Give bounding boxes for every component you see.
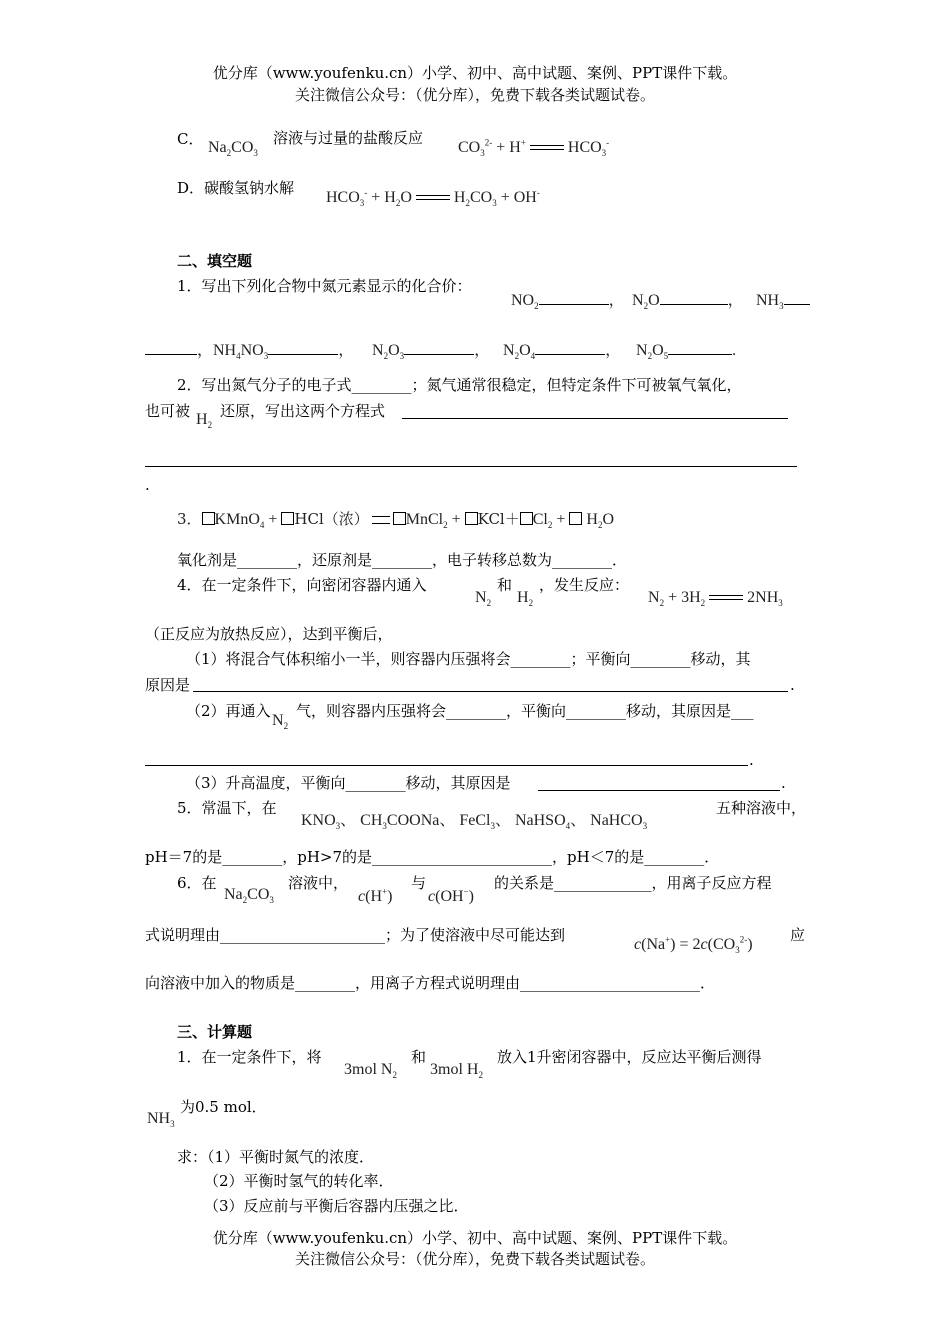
q1-n2o5: $N_2O_5$ . <box>636 342 737 362</box>
q1-nh4no3: ，$NH_4NO_3$ ， <box>145 340 354 359</box>
option-c-formula: $Na_2CO_3$ <box>208 139 258 159</box>
q4-line2: （正反应为放热反应），达到平衡后， <box>145 625 393 643</box>
section-3-title: 三、计算题 <box>177 1023 253 1041</box>
q4-s3-blank[interactable] <box>538 790 780 791</box>
q4-n2: $N_2$ <box>475 589 492 609</box>
q5-solutions: $KNO_3$、 $CH_3COONa$、 FeCl$_3$、 NaHSO$_4$、 NaHCO$_3$ <box>301 812 648 832</box>
q4-s2b: 气，则容器内压强将会________，平衡向________移动，其原因是___ <box>296 702 754 720</box>
q6-mid: 溶液中， <box>288 874 349 892</box>
c1-nh3-formula: $NH_3$ <box>147 1110 175 1130</box>
q2-h2: $H_2$ <box>196 411 213 431</box>
q2-text2a: 也可被 <box>145 402 191 420</box>
q4-s1b: 原因是 <box>145 676 191 694</box>
c1-and: 和 <box>411 1048 427 1066</box>
header-line-1: 优分库（www.youfenku.cn）小学、初中、高中试题、案例、PPT课件下载。 <box>212 64 738 82</box>
c1-ask: 求：（1）平衡时氮气的浓度． <box>177 1148 375 1166</box>
q3-num: 3． <box>177 510 202 528</box>
q2-text: 2．写出氮气分子的电子式________；氮气通常很稳定，但特定条件下可被氧气氧化， <box>177 376 742 394</box>
q2-period: . <box>145 476 150 494</box>
q6-rel: 的关系是_____________，用离子反应方程 <box>494 874 772 892</box>
q4-s3: （3）升高温度，平衡向________移动，其原因是 <box>186 774 511 792</box>
q4-s1: （1）将混合气体积缩小一半，则容器内压强将会________；平衡向________移动，其 <box>186 650 751 668</box>
q3-line2: 氧化剂是________，还原剂是________，电子转移总数为________． <box>177 551 628 569</box>
section-2-title: 二、填空题 <box>177 252 253 270</box>
q6-yu: 与 <box>411 874 427 892</box>
option-d-label: D．碳酸氢钠水解 <box>177 179 295 197</box>
q6-text: 6．在 <box>177 874 217 892</box>
option-c-label: C． <box>177 130 204 148</box>
c1-text: 1．在一定条件下，将 <box>177 1048 322 1066</box>
q6-line2a: 式说明理由______________________；为了使溶液中尽可能达到 <box>145 926 566 944</box>
c1-n2: 3mol $N_2$ <box>344 1061 397 1081</box>
q2-blank-1[interactable] <box>402 418 788 419</box>
q4-text: 4．在一定条件下，向密闭容器内通入 <box>177 576 427 594</box>
footer-line-1: 优分库（www.youfenku.cn）小学、初中、高中试题、案例、PPT课件下载。 <box>212 1229 738 1247</box>
q2-text2b: 还原，写出这两个方程式 <box>220 402 386 420</box>
q6-line3: 向溶液中加入的物质是________，用离子方程式说明理由________________________． <box>145 974 716 992</box>
option-c-text: 溶液与过量的盐酸反应 <box>273 129 424 147</box>
c1-tail: 放入1升密闭容器中，反应达平衡后测得 <box>497 1048 762 1066</box>
q1-text: 1．写出下列化合物中氮元素显示的化合价： <box>177 277 472 295</box>
footer-line-2: 关注微信公众号：（优分库），免费下载各类试题试卷。 <box>294 1250 655 1268</box>
c1-a3: （3）反应前与平衡后容器内压强之比． <box>204 1197 469 1215</box>
q4-and: 和 <box>497 576 513 594</box>
q6-condition: $c(Na^+) = 2c(CO_3^{2-})$ <box>634 934 753 956</box>
q4-s1-blank[interactable] <box>193 691 788 692</box>
q1-no2: $NO_2$ ， <box>511 292 625 312</box>
q3-equation: 3． KMnO$_4$ + HCl（浓） MnCl$_2$ + $KCl+ Cl_2 + H_2O$ <box>177 510 615 531</box>
q5-line2: pH＝7的是________，pH>7的是________________________，pH＜7的是________． <box>145 848 720 866</box>
q4-h2: $H_2$ <box>517 589 534 609</box>
c1-a2: （2）平衡时氢气的转化率． <box>204 1172 394 1190</box>
option-c-equation: $CO_3^{2-} + H^+$ $HCO_3^-$ <box>458 137 610 159</box>
q6-ying: 应 <box>790 926 806 944</box>
q1-n2o: $N_2O$ ， <box>632 292 744 312</box>
c1-h2: 3mol $H_2$ <box>430 1061 483 1081</box>
q4-react: ，发生反应： <box>539 576 630 594</box>
q5-tail: 五种溶液中， <box>716 799 807 817</box>
q3-kcl: KCl＋ <box>477 510 520 528</box>
q5-text: 5．常温下，在 <box>177 799 277 817</box>
q3-hcl: HCl（浓） <box>294 510 369 528</box>
q6-coh: c(OH−) <box>428 886 474 905</box>
q4-equation: $N_2 + 3H_2$ $2NH_3$ <box>648 589 783 609</box>
q6-ch: c(H+) <box>358 886 393 905</box>
q4-s2-n2: $N_2$ <box>272 712 289 732</box>
q1-n2o4: $N_2O_4$ ， <box>503 342 622 362</box>
option-d-equation: $HCO_3^- + H_2O$ $H_2CO_3 + OH^-$ <box>326 187 540 209</box>
q6-na2co3: $Na_2CO_3$ <box>224 886 274 906</box>
q1-n2o3: $N_2O_3$ ， <box>372 342 491 362</box>
q1-nh3: $NH_3$ <box>756 290 810 309</box>
q4-s2a: （2）再通入 <box>186 702 271 720</box>
c1-nh3: 为0.5 mol． <box>180 1098 267 1116</box>
q2-blank-2[interactable] <box>145 466 797 467</box>
q4-s2-blank[interactable] <box>145 765 748 766</box>
header-line-2: 关注微信公众号：（优分库），免费下载各类试题试卷。 <box>294 86 655 104</box>
